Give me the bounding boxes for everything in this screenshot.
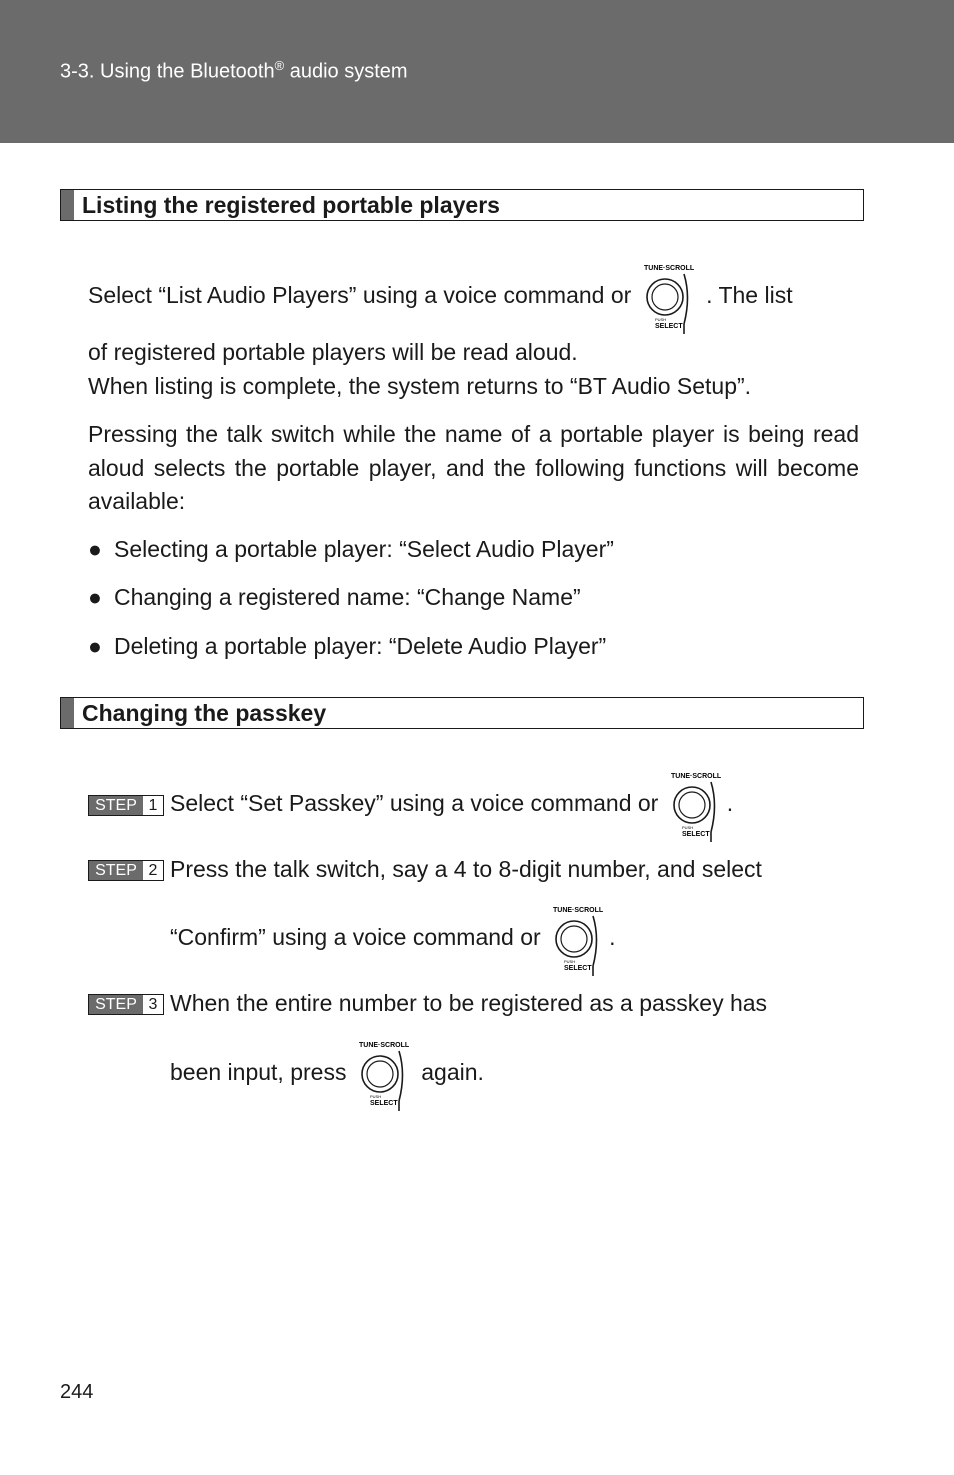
- svg-text:TUNE·SCROLL: TUNE·SCROLL: [553, 906, 604, 914]
- step-label: STEP: [89, 995, 143, 1014]
- step-badge: [88, 994, 164, 1015]
- tune-select-knob-icon: [353, 1035, 415, 1113]
- step-number: 2: [148, 862, 158, 879]
- step-text: When the entire number to be registered as a passkey has: [170, 990, 768, 1016]
- bullet-text: Selecting a portable player: “Select Audio Player”: [114, 536, 614, 562]
- bullet-item: [88, 581, 581, 615]
- svg-text:SELECT: SELECT: [681, 830, 710, 838]
- step-text-part: Select “Set Passkey” using a voice command or: [170, 790, 659, 816]
- svg-text:PUSH: PUSH: [654, 316, 666, 322]
- step-label: STEP: [89, 861, 143, 880]
- section-heading-listing: [60, 189, 864, 221]
- breadcrumb: [60, 58, 408, 84]
- section-title: Listing the registered portable players: [82, 192, 500, 218]
- svg-text:PUSH: PUSH: [681, 824, 693, 830]
- section-heading-passkey: [60, 697, 864, 729]
- bullet-item: [88, 533, 614, 567]
- para-text: Select “List Audio Players” using a voice command or: [88, 282, 632, 308]
- step-text-part: .: [609, 924, 616, 950]
- section-title: Changing the passkey: [82, 700, 327, 726]
- para-talk-switch: Pressing the talk switch while the name of a portable player is being read aloud selects the portable player, and the following functions will become available:: [88, 421, 859, 514]
- page-number: 244: [60, 1381, 94, 1403]
- breadcrumb-text-tail: audio system: [284, 60, 408, 83]
- breadcrumb-text: 3-3. Using the Bluetooth: [60, 60, 275, 83]
- bullet-icon: ●: [88, 584, 102, 610]
- para-list-select: [88, 256, 860, 336]
- bullet-text: Changing a registered name: “Change Name”: [114, 584, 581, 610]
- step-number: 3: [148, 996, 158, 1013]
- para-list-aloud: of registered portable players will be read aloud.: [88, 339, 578, 365]
- svg-text:SELECT: SELECT: [369, 1099, 398, 1107]
- heading-bar: [61, 698, 74, 728]
- svg-text:PUSH: PUSH: [564, 958, 576, 964]
- tune-select-knob-icon: [638, 258, 700, 336]
- step-badge: [88, 795, 164, 816]
- step-text: [170, 898, 615, 978]
- step-label: STEP: [89, 796, 143, 815]
- step-number: 1: [148, 797, 158, 814]
- heading-bar: [61, 190, 74, 220]
- para-text-tail: . The list: [706, 282, 793, 308]
- svg-text:PUSH: PUSH: [369, 1093, 381, 1099]
- para-list-complete: When listing is complete, the system returns to “BT Audio Setup”.: [88, 373, 752, 399]
- svg-text:SELECT: SELECT: [564, 964, 592, 972]
- tune-select-knob-icon: [665, 766, 727, 844]
- tune-select-knob-icon: [547, 900, 609, 978]
- step-text: [170, 1033, 484, 1113]
- step-text: Press the talk switch, say a 4 to 8-digit number, and select: [170, 856, 762, 882]
- svg-text:TUNE·SCROLL: TUNE·SCROLL: [358, 1041, 410, 1049]
- bullet-icon: ●: [88, 536, 102, 562]
- step-text-part: again.: [421, 1059, 484, 1085]
- bullet-item: [88, 630, 606, 664]
- registered-mark: ®: [274, 58, 285, 73]
- step-text-part: been input, press: [170, 1059, 347, 1085]
- svg-text:TUNE·SCROLL: TUNE·SCROLL: [670, 772, 721, 780]
- step-text-part: “Confirm” using a voice command or: [170, 924, 541, 950]
- step-badge: [88, 860, 164, 881]
- step-text-part: .: [726, 790, 734, 816]
- bullet-icon: ●: [88, 633, 102, 659]
- bullet-text: Deleting a portable player: “Delete Audio Player”: [114, 633, 607, 659]
- svg-text:SELECT: SELECT: [654, 322, 683, 330]
- svg-text:TUNE·SCROLL: TUNE·SCROLL: [643, 264, 694, 272]
- step-text: [170, 764, 733, 844]
